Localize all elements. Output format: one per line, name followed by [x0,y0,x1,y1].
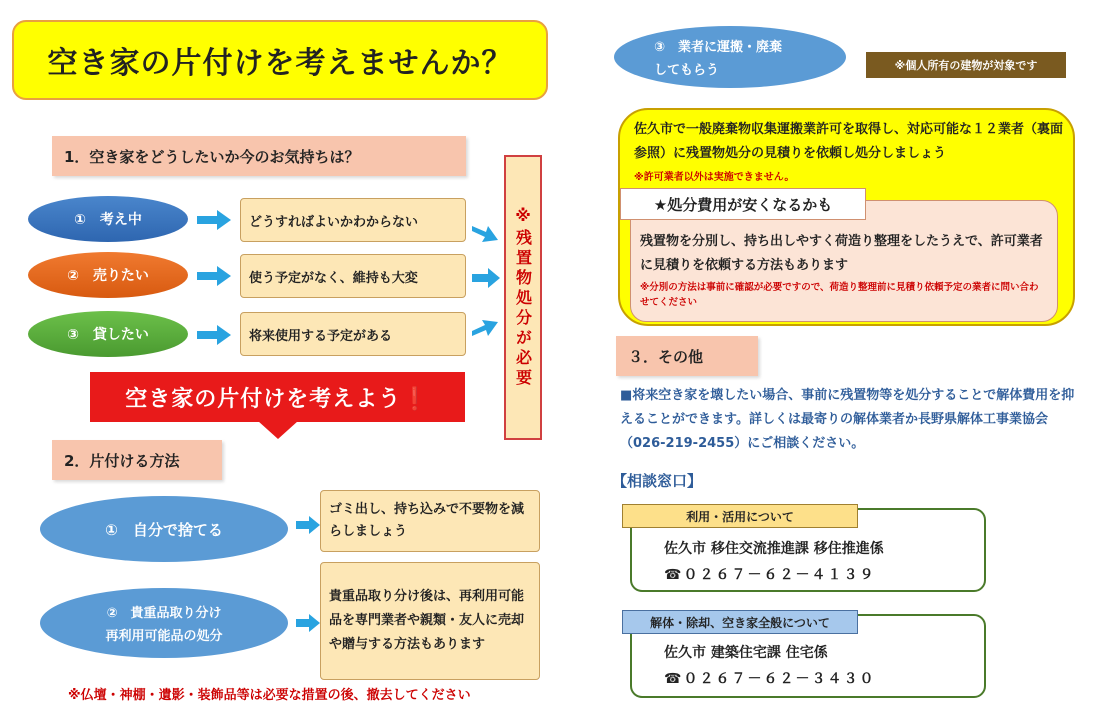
private-building-tag: ※個人所有の建物が対象です [866,52,1066,78]
disposal-required-note: ※残置物処分が必要 [504,155,542,440]
arrow-right-icon [197,266,231,286]
contact-heading: 【相談窓口】 [612,472,703,490]
page-title: 空き家の片付けを考えませんか？ [12,20,548,100]
arrow-down-right-icon [472,222,500,244]
method-self-dispose: ① 自分で捨てる [40,496,288,562]
contact-phone-demolition[interactable]: ☎０２６７－６２－３４３０ [664,671,876,687]
section3-text: ■将来空き家を壊したい場合、事前に残置物等を処分することで解体費用を抑えることができます。詳しくは最寄りの解体業者か長野県解体工事業協会（026-219-2455）にご相談ください。 [620,388,1075,451]
arrow-right-icon [197,325,231,345]
section1-heading: 1．空き家をどうしたいか今のお気持ちは？ [52,136,466,176]
option-rent: ③ 貸したい [28,311,188,357]
tip-red-note: ※分別の方法は事前に確認が必要ですので、荷造り整理前に見積り依頼予定の業者に問い合わせてください [640,282,1039,308]
contractor-main-text: 佐久市で一般廃棄物収集運搬業許可を取得し、対応可能な１２業者（裏面参照）に残置物処分の見積りを依頼し処分しましょう [634,122,1064,161]
arrow-right-icon [197,210,231,230]
section3-heading: ３．その他 [616,336,758,376]
option-rent-note: 将来使用する予定がある [240,312,466,356]
contact-tab-usage: 利用・活用について [622,504,858,528]
method-valuables-line1: ② 貴重品取り分け [106,606,222,621]
banner-pointer [258,421,298,441]
method-contractor-line2: してもらう [654,63,720,78]
contact-dept-usage: 佐久市 移住交流推進課 移住推進係 [664,541,884,557]
altar-footnote: ※仏壇・神棚・遺影・装飾品等は必要な措置の後、撤去してください [68,688,471,703]
contact-dept-demolition: 佐久市 建築住宅課 住宅係 [664,645,828,661]
option-sell-note: 使う予定がなく、維持も大変 [240,254,466,298]
method-valuables-note: 貴重品取り分け後は、再利用可能品を専門業者や親類・友人に売却や贈与する方法もあります [320,562,540,680]
arrow-right-icon [472,268,500,288]
tip-text: 残置物を分別し、持ち出しやすく荷造り整理をしたうえで、許可業者に見積りを依頼する方法もあります [640,234,1043,273]
option-considering-note: どうすればよいかわからない [240,198,466,242]
arrow-right-icon [296,614,320,632]
method-valuables-line2: 再利用可能品の処分 [105,629,223,644]
contractor-red-note: ※許可業者以外は実施できません。 [634,172,795,183]
cleanup-banner: 空き家の片付けを考えよう❗ [90,372,465,422]
method-contractor-line1: ③ 業者に運搬・廃棄 [654,40,783,55]
tip-heading: ★処分費用が安くなるかも [620,188,866,220]
method-self-dispose-note: ゴミ出し、持ち込みで不要物を減らしましょう [320,490,540,552]
contact-phone-usage[interactable]: ☎０２６７－６２－４１３９ [664,567,876,583]
arrow-right-icon [296,516,320,534]
section2-heading: 2．片付ける方法 [52,440,222,480]
method-contractor [614,26,846,88]
option-sell: ② 売りたい [28,252,188,298]
option-considering: ① 考え中 [28,196,188,242]
method-valuables [40,588,288,658]
contact-tab-demolition: 解体・除却、空き家全般について [622,610,858,634]
arrow-up-right-icon [472,318,500,340]
